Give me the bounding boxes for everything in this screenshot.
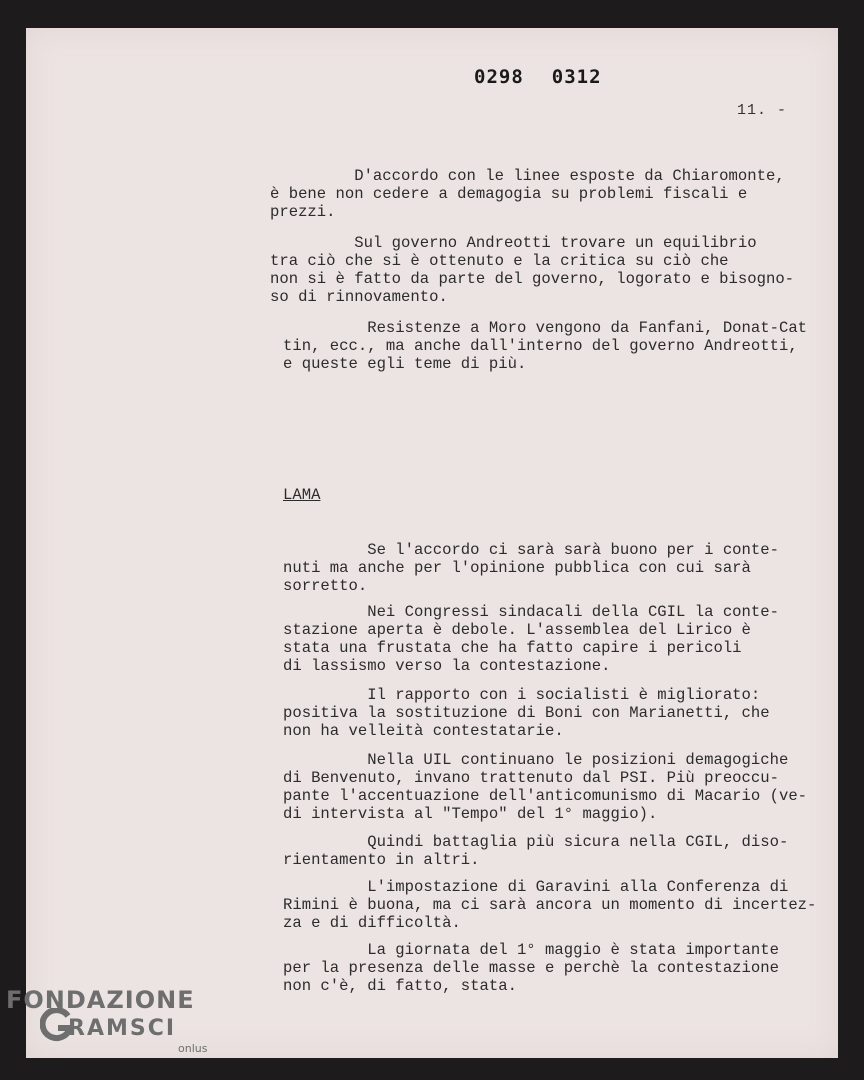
paragraph: Quindi battaglia più sicura nella CGIL, diso- rientamento in altri. <box>283 833 789 869</box>
archive-code-2: 0312 <box>551 66 602 88</box>
paragraph: Sul governo Andreotti trovare un equilibrio tra ciò che si è ottenuto e la critica su ciò che non si è fatto da parte del governo, logorato e bisogno- so di rinnovamento. <box>270 234 795 306</box>
watermark-line2: RAMSCI <box>68 1016 177 1041</box>
archive-code-1: 0298 <box>474 66 524 88</box>
paragraph: Se l'accordo ci sarà sarà buono per i conte- nuti ma anche per l'opinione pubblica con cui sarà sorretto. <box>283 541 779 595</box>
paragraph: La giornata del 1° maggio è stata importante per la presenza delle masse e perchè la contestazione non c'è, di fatto, stata. <box>283 941 779 995</box>
paragraph: Resistenze a Moro vengono da Fanfani, Donat-Cat tin, ecc., ma anche dall'interno del governo Andreotti, e queste egli teme di più. <box>283 319 808 373</box>
fondazione-gramsci-watermark <box>6 986 216 1076</box>
paragraph: Nella UIL continuano le posizioni demagogiche di Benvenuto, invano trattenuto dal PSI. Più preoccu- pante l'accentuazione dell'anticomunismo di Macario (ve- di intervista al "Tempo" del 1° maggio). <box>283 751 808 823</box>
watermark-line1: FONDAZIONE <box>6 986 195 1014</box>
watermark-line3: onlus <box>178 1042 208 1055</box>
paragraph: Il rapporto con i socialisti è migliorato: positiva la sostituzione di Boni con Marianetti, che non ha velleità contestatarie. <box>283 686 770 740</box>
page-number: 11. - <box>737 102 788 119</box>
paragraph: D'accordo con le linee esposte da Chiaromonte, è bene non cedere a demagogia su problemi fiscali e prezzi. <box>270 167 785 221</box>
archive-code <box>474 66 630 88</box>
paragraph: Nei Congressi sindacali della CGIL la conte- stazione aperta è debole. L'assemblea del Lirico è stata una frustata che ha fatto capire i pericoli di lassismo verso la contestazione. <box>283 603 779 675</box>
paragraph: L'impostazione di Garavini alla Conferenza di Rimini è buona, ma ci sarà ancora un momento di incertez- za e di difficoltà. <box>283 878 817 932</box>
section-heading: LAMA <box>283 486 321 504</box>
